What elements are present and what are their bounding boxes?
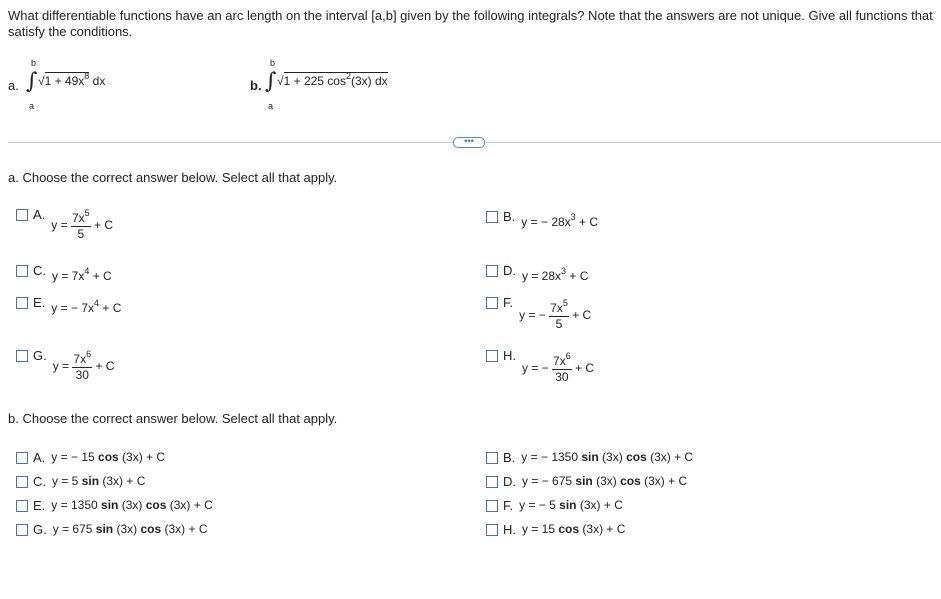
formula-text: y = − 7x bbox=[51, 301, 94, 315]
fraction-numerator: 7x bbox=[73, 352, 87, 366]
checkbox[interactable] bbox=[486, 350, 498, 362]
fraction-exponent: 5 bbox=[562, 298, 568, 308]
option-formula bbox=[521, 212, 599, 229]
integral-a-power: 8 bbox=[84, 71, 90, 81]
option-a-f[interactable] bbox=[486, 295, 591, 331]
option-letter: A. bbox=[33, 450, 46, 465]
fraction bbox=[71, 208, 91, 241]
option-letter: E. bbox=[33, 295, 46, 310]
formula-coef: y = − 5 bbox=[519, 498, 556, 512]
integral-a-upper: b bbox=[31, 58, 37, 68]
fraction bbox=[552, 351, 572, 384]
formula-arg2: (3x) + C bbox=[644, 474, 688, 488]
option-a-c[interactable] bbox=[16, 263, 112, 283]
formula-suffix: + C bbox=[569, 269, 589, 283]
option-formula bbox=[519, 298, 592, 331]
option-b-d[interactable] bbox=[486, 474, 687, 489]
option-a-g[interactable] bbox=[16, 348, 114, 382]
option-formula bbox=[522, 474, 687, 488]
option-b-h[interactable] bbox=[486, 522, 625, 537]
option-letter: D. bbox=[503, 263, 516, 278]
option-a-a[interactable] bbox=[16, 207, 113, 241]
formula-prefix: y = − bbox=[519, 308, 546, 323]
formula-text: y = 7x bbox=[52, 269, 85, 283]
formula-prefix: y = − bbox=[522, 361, 549, 376]
integral-b-inner: 1 + 225 cos bbox=[283, 74, 346, 88]
formula-coef: y = − 1350 bbox=[521, 450, 579, 464]
sqrt-icon: √ bbox=[38, 74, 45, 88]
formula-func: sin bbox=[81, 474, 100, 488]
formula-func: sin bbox=[575, 474, 593, 488]
formula-prefix: y = bbox=[51, 218, 68, 233]
integral-sign-icon: ∫ bbox=[26, 69, 38, 94]
option-formula bbox=[52, 349, 115, 382]
option-formula bbox=[521, 450, 693, 464]
integral-b-integrand bbox=[277, 71, 388, 88]
integral-a-dx: dx bbox=[92, 74, 106, 88]
option-letter: H. bbox=[503, 522, 516, 537]
formula-suffix: + C bbox=[579, 215, 599, 229]
option-letter: F. bbox=[503, 295, 514, 310]
option-letter: E. bbox=[33, 498, 46, 513]
formula-exponent: 3 bbox=[561, 266, 567, 276]
checkbox[interactable] bbox=[16, 297, 28, 309]
formula-func2: cos bbox=[145, 498, 167, 512]
option-a-h[interactable] bbox=[486, 348, 594, 384]
integral-a-lower: a bbox=[29, 101, 35, 111]
formula-arg: (3x) bbox=[116, 522, 138, 536]
option-formula bbox=[51, 208, 114, 241]
checkbox[interactable] bbox=[486, 500, 498, 512]
option-a-e[interactable] bbox=[16, 295, 121, 315]
option-formula bbox=[522, 522, 625, 536]
option-formula bbox=[51, 498, 212, 512]
option-letter: D. bbox=[503, 474, 516, 489]
option-b-f[interactable] bbox=[486, 498, 623, 513]
formula-func: sin bbox=[101, 498, 119, 512]
formula-suffix: + C bbox=[94, 218, 114, 233]
formula-suffix: + C bbox=[575, 361, 595, 376]
formula-func2: cos bbox=[620, 474, 641, 488]
formula-coef: y = − 15 bbox=[51, 450, 95, 464]
option-formula bbox=[522, 266, 589, 283]
fraction-numerator: 7x bbox=[550, 301, 563, 315]
formula-arg: (3x) + C bbox=[102, 474, 146, 488]
checkbox[interactable] bbox=[16, 524, 28, 536]
integral-b-upper: b bbox=[270, 58, 276, 68]
option-formula bbox=[51, 450, 165, 464]
integral-b-label: b. bbox=[250, 78, 262, 93]
checkbox[interactable] bbox=[16, 500, 28, 512]
option-letter: G. bbox=[33, 522, 47, 537]
option-b-c[interactable] bbox=[16, 474, 145, 489]
option-formula bbox=[519, 498, 623, 512]
checkbox[interactable] bbox=[16, 476, 28, 488]
option-a-b[interactable] bbox=[486, 209, 598, 229]
option-a-d[interactable] bbox=[486, 263, 588, 283]
formula-func: sin bbox=[581, 450, 599, 464]
formula-arg: (3x) bbox=[121, 498, 143, 512]
integral-sign-icon: ∫ bbox=[265, 69, 277, 94]
formula-suffix: + C bbox=[572, 308, 592, 323]
fraction bbox=[549, 298, 569, 331]
option-b-b[interactable] bbox=[486, 450, 693, 465]
formula-arg: (3x) bbox=[596, 474, 617, 488]
checkbox[interactable] bbox=[16, 452, 28, 464]
option-b-e[interactable] bbox=[16, 498, 213, 513]
fraction-numerator: 7x bbox=[553, 354, 566, 368]
formula-arg2: (3x) + C bbox=[169, 498, 213, 512]
formula-arg2: (3x) + C bbox=[650, 450, 694, 464]
option-letter: B. bbox=[503, 450, 516, 465]
formula-suffix: + C bbox=[92, 269, 112, 283]
formula-arg2: (3x) + C bbox=[164, 522, 208, 536]
more-button[interactable]: ••• bbox=[453, 137, 485, 148]
formula-func: sin bbox=[559, 498, 577, 512]
part-a-heading: a. Choose the correct answer below. Select all that apply. bbox=[8, 170, 338, 185]
option-letter: F. bbox=[503, 498, 514, 513]
formula-arg: (3x) + C bbox=[582, 522, 626, 536]
formula-coef: y = 1350 bbox=[51, 498, 98, 512]
formula-coef: y = 675 bbox=[52, 522, 93, 536]
integral-a-inner: 1 + 49x bbox=[44, 74, 85, 88]
integral-a-integrand bbox=[38, 71, 106, 88]
option-formula bbox=[52, 474, 145, 488]
fraction-denominator: 5 bbox=[77, 227, 85, 241]
formula-suffix: + C bbox=[95, 359, 115, 374]
formula-func: cos bbox=[558, 522, 580, 536]
option-letter: C. bbox=[33, 474, 46, 489]
question-text: What differentiable functions have an arc length on the interval [a,b] given by the following integrals? Note that the answers are not unique. Give all functions that satisfy the conditions. bbox=[8, 8, 933, 39]
checkbox[interactable] bbox=[16, 209, 28, 221]
checkbox[interactable] bbox=[16, 350, 28, 362]
formula-exponent: 4 bbox=[84, 266, 90, 276]
formula-prefix: y = bbox=[52, 359, 70, 374]
formula-text: y = 28x bbox=[522, 269, 562, 283]
checkbox[interactable] bbox=[486, 524, 498, 536]
formula-coef: y = − 675 bbox=[522, 474, 573, 488]
formula-exponent: 3 bbox=[570, 212, 576, 222]
formula-arg: (3x) bbox=[602, 450, 623, 464]
fraction-denominator: 5 bbox=[555, 317, 563, 331]
option-formula bbox=[51, 298, 122, 315]
fraction-exponent: 5 bbox=[84, 208, 90, 218]
fraction-denominator: 30 bbox=[75, 368, 89, 382]
formula-func2: cos bbox=[626, 450, 647, 464]
option-b-g[interactable] bbox=[16, 522, 208, 537]
integral-b-arg: (3x) dx bbox=[351, 74, 388, 88]
checkbox[interactable] bbox=[486, 265, 498, 277]
option-letter: B. bbox=[503, 209, 516, 224]
sqrt-icon: √ bbox=[277, 74, 284, 88]
formula-func: cos bbox=[98, 450, 119, 464]
integral-a-label: a. bbox=[8, 78, 19, 93]
formula-arg: (3x) + C bbox=[579, 498, 623, 512]
fraction bbox=[72, 349, 92, 382]
checkbox[interactable] bbox=[486, 476, 498, 488]
fraction-exponent: 6 bbox=[565, 351, 571, 361]
formula-arg: (3x) + C bbox=[122, 450, 166, 464]
option-b-a[interactable] bbox=[16, 450, 165, 465]
option-letter: C. bbox=[33, 263, 46, 278]
option-letter: G. bbox=[33, 348, 47, 363]
checkbox[interactable] bbox=[486, 211, 498, 223]
option-formula bbox=[53, 522, 208, 536]
fraction-exponent: 6 bbox=[86, 349, 92, 359]
formula-func: sin bbox=[95, 522, 114, 536]
option-letter: A. bbox=[33, 207, 46, 222]
formula-func2: cos bbox=[140, 522, 162, 536]
formula-suffix: + C bbox=[102, 301, 122, 315]
option-letter: H. bbox=[503, 348, 516, 363]
checkbox[interactable] bbox=[16, 265, 28, 277]
formula-text: y = − 28x bbox=[521, 215, 571, 229]
formula-coef: y = 5 bbox=[52, 474, 79, 488]
formula-exponent: 4 bbox=[94, 298, 100, 308]
fraction-numerator: 7x bbox=[71, 211, 85, 225]
checkbox[interactable] bbox=[486, 452, 498, 464]
fraction-denominator: 30 bbox=[555, 370, 569, 384]
integral-b-lower: a bbox=[268, 101, 274, 111]
integral-b-power: 2 bbox=[345, 71, 351, 81]
part-b-heading: b. Choose the correct answer below. Select all that apply. bbox=[8, 411, 338, 426]
option-formula bbox=[522, 351, 595, 384]
option-formula bbox=[52, 266, 112, 283]
formula-coef: y = 15 bbox=[522, 522, 556, 536]
checkbox[interactable] bbox=[486, 297, 498, 309]
